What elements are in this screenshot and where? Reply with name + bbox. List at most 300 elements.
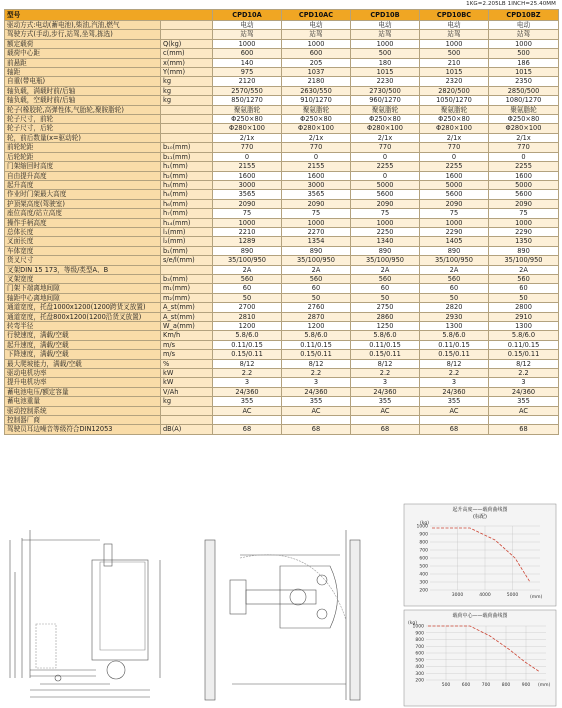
table-row [5,105,559,114]
spec-value-cell: 35/100/950 [213,256,282,265]
y-tick-label: 600 [419,556,428,562]
spec-value-cell: 500 [351,49,420,58]
table-row [5,68,559,77]
model-header: CPD10B [351,10,420,21]
spec-name-cell: 叉面长度 [5,237,161,246]
table-row [5,256,559,265]
spec-unit-cell: h₁₄(mm) [161,218,213,227]
spec-name-cell: 起升速度，满载/空载 [5,340,161,349]
table-row [5,350,559,359]
unit-conversion-note: 1KG=2.205LB 1INCH=25.40MM [466,1,556,7]
spec-name-cell: 门架下端离地间隙 [5,284,161,293]
spec-unit-cell: kW [161,369,213,378]
table-row [5,331,559,340]
spec-value-cell: 560 [489,274,559,283]
spec-value-cell: 890 [282,246,351,255]
spec-value-cell: 205 [282,58,351,67]
x-tick-label: 3000 [451,593,464,598]
spec-value-cell: 186 [489,58,559,67]
y-tick-label: 800 [415,638,424,643]
spec-value-cell: Φ280×100 [420,124,489,133]
spec-value-cell: 聚氨脂轮 [489,105,559,114]
spec-value-cell [489,416,559,425]
spec-name-cell: 轮子尺寸，后轮 [5,124,161,133]
spec-value-cell: 1600 [420,171,489,180]
spec-unit-cell: Q(kg) [161,39,213,48]
spec-value-cell: 0.15/0.11 [351,350,420,359]
spec-unit-cell [161,105,213,114]
spec-value-cell: 24/360 [420,387,489,396]
spec-name-cell: 前轮轮距 [5,143,161,152]
spec-name-cell: 下降速度，满载/空载 [5,350,161,359]
technical-drawings [0,500,562,708]
spec-value-cell: 2/1x [213,133,282,142]
spec-value-cell: 560 [420,274,489,283]
spec-value-cell: 2.2 [282,369,351,378]
spec-value-cell: 8/12 [420,359,489,368]
spec-name-cell: 驾驶员耳边噪音等级符合DIN12053 [5,425,161,434]
spec-value-cell: 60 [282,284,351,293]
spec-value-cell: Φ250×80 [489,115,559,124]
spec-name-cell: 控制器厂商 [5,416,161,425]
spec-value-cell: 站驾 [213,30,282,39]
spec-value-cell: 2750 [351,303,420,312]
spec-name-cell: 操作手柄高度 [5,218,161,227]
spec-value-cell: 1200 [282,322,351,331]
spec-value-cell: Φ280×100 [282,124,351,133]
spec-value-cell: 5.8/6.0 [213,331,282,340]
spec-value-cell: 2.2 [420,369,489,378]
spec-value-cell: 3565 [282,190,351,199]
y-tick-label: 1000 [416,524,428,530]
spec-value-cell: 1600 [489,171,559,180]
spec-value-cell: 2/1x [282,133,351,142]
spec-unit-cell: b₁(mm) [161,246,213,255]
spec-value-cell: 890 [351,246,420,255]
spec-value-cell: 2A [489,265,559,274]
y-tick-label: 900 [415,631,424,637]
spec-value-cell: 电动 [489,21,559,30]
lift-chart-x-unit: (mm) [530,595,543,600]
spec-value-cell: Φ280×100 [213,124,282,133]
table-row [5,199,559,208]
spec-value-cell: 975 [213,68,282,77]
spec-unit-cell: h₁(mm) [161,162,213,171]
table-row [5,322,559,331]
spec-name-cell: 自重(带电瓶) [5,77,161,86]
spec-value-cell: 75 [489,209,559,218]
spec-unit-cell: b₁₁(mm) [161,152,213,161]
spec-value-cell: 2700 [213,303,282,312]
y-tick-label: 300 [419,580,428,586]
spec-value-cell: 3 [351,378,420,387]
x-tick-label: 800 [501,683,511,688]
spec-value-cell: 2570/550 [213,86,282,95]
table-row [5,58,559,67]
spec-value-cell: 560 [351,274,420,283]
x-tick-label: 600 [461,683,471,688]
spec-value-cell: 75 [420,209,489,218]
spec-name-cell: 提升电机功率 [5,378,161,387]
spec-value-cell: 60 [420,284,489,293]
x-tick-label: 700 [481,683,491,688]
spec-value-cell: 35/100/950 [420,256,489,265]
spec-value-cell: 2860 [351,312,420,321]
spec-value-cell: 2.2 [351,369,420,378]
spec-value-cell: 1000 [213,39,282,48]
spec-unit-cell: l₂(mm) [161,237,213,246]
spec-value-cell: 75 [282,209,351,218]
spec-value-cell: 5000 [351,180,420,189]
spec-name-cell: 轮子(橡胶轮,高弹性体,气胎轮,聚胺脂轮) [5,105,161,114]
spec-value-cell: 770 [420,143,489,152]
spec-value-cell: 1015 [351,68,420,77]
spec-value-cell: 1000 [351,39,420,48]
spec-unit-cell: c(mm) [161,49,213,58]
spec-value-cell: 355 [282,397,351,406]
spec-value-cell: 500 [489,49,559,58]
table-row [5,30,559,39]
spec-value-cell: 1600 [213,171,282,180]
center-load-chart [404,610,556,706]
spec-unit-cell: s/e/l(mm) [161,256,213,265]
spec-value-cell: 3 [213,378,282,387]
spec-unit-cell: W_a(mm) [161,322,213,331]
spec-name-cell: 自由提升高度 [5,171,161,180]
spec-unit-cell: kg [161,77,213,86]
center-chart-title: 载荷中心——载荷曲线图 [452,613,508,619]
spec-value-cell: 1000 [420,39,489,48]
spec-value-cell: 2090 [282,199,351,208]
spec-value-cell: 8/12 [351,359,420,368]
table-row [5,21,559,30]
spec-unit-cell: kg [161,96,213,105]
spec-value-cell: 2155 [213,162,282,171]
spec-value-cell: 50 [489,293,559,302]
spec-value-cell: 600 [282,49,351,58]
table-row [5,406,559,415]
spec-unit-cell: b₁₀(mm) [161,143,213,152]
spec-value-cell: 770 [351,143,420,152]
table-row [5,265,559,274]
spec-value-cell: 0 [282,152,351,161]
spec-value-cell: 2820 [420,303,489,312]
table-row [5,162,559,171]
spec-value-cell: 1000 [213,218,282,227]
spec-value-cell: 1000 [351,218,420,227]
spec-value-cell: 8/12 [489,359,559,368]
top-view-drawing [205,530,360,700]
spec-value-cell: 5.8/6.0 [282,331,351,340]
spec-value-cell: 2120 [213,77,282,86]
spec-value-cell: 35/100/950 [489,256,559,265]
table-row [5,143,559,152]
model-header: CPD10AC [282,10,351,21]
spec-unit-cell: h₆(mm) [161,199,213,208]
spec-value-cell: 5.8/6.0 [489,331,559,340]
spec-value-cell: 75 [351,209,420,218]
spec-unit-cell: b₃(mm) [161,274,213,283]
spec-value-cell: 890 [213,246,282,255]
spec-value-cell: 180 [351,58,420,67]
spec-value-cell: 960/1270 [351,96,420,105]
spec-value-cell: 2.2 [489,369,559,378]
spec-value-cell: 2090 [213,199,282,208]
lift-chart-subtitle: (标配) [473,514,487,520]
spec-value-cell: 1000 [282,39,351,48]
spec-value-cell: 站驾 [351,30,420,39]
table-header-row [5,10,559,21]
spec-value-cell: 电动 [282,21,351,30]
spec-unit-cell: h₇(mm) [161,209,213,218]
spec-value-cell: 50 [282,293,351,302]
spec-name-cell: 最大爬坡能力，满载/空载 [5,359,161,368]
table-row [5,293,559,302]
lift-load-chart [404,504,556,606]
table-row [5,124,559,133]
spec-value-cell: 600 [213,49,282,58]
spec-unit-cell [161,406,213,415]
spec-value-cell: 3565 [213,190,282,199]
y-tick-label: 500 [419,564,428,570]
spec-value-cell: 0.11/0.15 [213,340,282,349]
spec-value-cell [351,416,420,425]
spec-value-cell: Φ250×80 [213,115,282,124]
header-model-label: 型号 [5,10,213,21]
y-tick-label: 800 [419,540,428,546]
spec-value-cell: 1015 [420,68,489,77]
spec-value-cell: 站驾 [282,30,351,39]
spec-name-cell: 前悬距 [5,58,161,67]
spec-unit-cell: dB(A) [161,425,213,434]
spec-name-cell: 通道宽度，托盘800x1200(1200沿货叉放置) [5,312,161,321]
spec-name-cell: 蓄电池电压/额定容量 [5,387,161,396]
spec-unit-cell: kg [161,397,213,406]
spec-value-cell: 0.11/0.15 [351,340,420,349]
model-header: CPD10BZ [489,10,559,21]
lift-chart-title: 起升高度——载荷曲线图 [452,507,508,513]
table-row [5,378,559,387]
spec-name-cell: 轮子尺寸，前轮 [5,115,161,124]
spec-value-cell: 2090 [489,199,559,208]
spec-value-cell: 910/1270 [282,96,351,105]
spec-name-cell: 额定载荷 [5,39,161,48]
lift-chart-y-unit: (kg) [420,521,429,526]
spec-value-cell: 2850/500 [489,86,559,95]
spec-table [4,9,559,435]
spec-value-cell: 电动 [351,21,420,30]
spec-value-cell: AC [489,406,559,415]
spec-name-cell: 蓄电池重量 [5,397,161,406]
spec-value-cell: 1300 [489,322,559,331]
spec-value-cell: 2/1x [420,133,489,142]
spec-name-cell: 转弯半径 [5,322,161,331]
spec-value-cell: 2230 [351,77,420,86]
spec-value-cell: 2180 [282,77,351,86]
spec-name-cell: 作业时门架最大高度 [5,190,161,199]
spec-unit-cell [161,124,213,133]
model-header: CPD10A [213,10,282,21]
spec-value-cell: 2320 [420,77,489,86]
table-row [5,227,559,236]
table-row [5,171,559,180]
spec-unit-cell: m/s [161,340,213,349]
spec-value-cell: 2630/550 [282,86,351,95]
spec-value-cell: 560 [282,274,351,283]
spec-value-cell: 2810 [213,312,282,321]
table-row [5,369,559,378]
spec-value-cell: 2290 [489,227,559,236]
table-row [5,246,559,255]
spec-value-cell: 68 [282,425,351,434]
spec-value-cell: 5600 [351,190,420,199]
spec-value-cell: 35/100/950 [351,256,420,265]
spec-name-cell: 叉架宽度 [5,274,161,283]
spec-value-cell: 2/1x [489,133,559,142]
spec-name-cell: 行驶速度，满载/空载 [5,331,161,340]
y-tick-label: 500 [415,658,424,664]
y-tick-label: 400 [415,665,424,670]
spec-value-cell: 355 [213,397,282,406]
spec-value-cell: 1037 [282,68,351,77]
spec-value-cell: Φ250×80 [420,115,489,124]
spec-value-cell: 560 [213,274,282,283]
center-chart-y-unit: (kg) [408,621,417,626]
center-chart-x-unit: (mm) [538,683,551,688]
spec-value-cell: 24/360 [351,387,420,396]
spec-name-cell: 轴距 [5,68,161,77]
spec-value-cell: Φ250×80 [351,115,420,124]
spec-value-cell: 1354 [282,237,351,246]
table-row [5,77,559,86]
side-view-drawing [10,530,160,697]
spec-value-cell: 5000 [420,180,489,189]
spec-unit-cell: Y(mm) [161,68,213,77]
spec-name-cell: 载荷中心距 [5,49,161,58]
spec-value-cell: 0.11/0.15 [282,340,351,349]
spec-value-cell: 1340 [351,237,420,246]
table-row [5,284,559,293]
spec-value-cell: 24/360 [489,387,559,396]
table-row [5,218,559,227]
spec-value-cell: 1300 [420,322,489,331]
spec-name-cell: 总体长度 [5,227,161,236]
spec-value-cell: AC [213,406,282,415]
x-tick-label: 4000 [479,593,491,598]
spec-name-cell: 门架缩回时高度 [5,162,161,171]
spec-name-cell: 车体宽度 [5,246,161,255]
spec-value-cell: 0.11/0.15 [489,340,559,349]
spec-value-cell: 1080/1270 [489,96,559,105]
table-row [5,359,559,368]
spec-unit-cell [161,416,213,425]
spec-value-cell: 770 [282,143,351,152]
spec-name-cell: 后轮轮距 [5,152,161,161]
y-tick-label: 600 [415,651,424,657]
spec-value-cell: Φ280×100 [489,124,559,133]
spec-unit-cell: m₂(mm) [161,293,213,302]
spec-value-cell: 850/1270 [213,96,282,105]
spec-name-cell: 驱动电机功率 [5,369,161,378]
spec-unit-cell: kg [161,86,213,95]
spec-value-cell: 聚氨脂轮 [282,105,351,114]
spec-value-cell: 50 [351,293,420,302]
spec-name-cell: 驾驶方式(手动,步行,站驾,坐驾,拣选) [5,30,161,39]
spec-name-cell: 叉架DIN 15 173，等级/类型A、B [5,265,161,274]
spec-name-cell: 护顶架高度(驾驶室) [5,199,161,208]
spec-value-cell: 站驾 [489,30,559,39]
spec-value-cell: 3 [420,378,489,387]
table-row [5,86,559,95]
table-row [5,425,559,434]
spec-value-cell: 0.11/0.15 [420,340,489,349]
spec-unit-cell [161,133,213,142]
spec-value-cell: 60 [489,284,559,293]
spec-value-cell: 68 [489,425,559,434]
spec-value-cell: 0.15/0.11 [420,350,489,359]
table-row [5,397,559,406]
spec-value-cell: 1405 [420,237,489,246]
spec-value-cell: 5600 [489,190,559,199]
table-row [5,190,559,199]
y-tick-label: 700 [415,644,424,650]
spec-value-cell: 电动 [420,21,489,30]
table-row [5,96,559,105]
spec-name-cell: 轴负载，满载时前/后轴 [5,86,161,95]
spec-value-cell: 355 [351,397,420,406]
spec-value-cell: 2/1x [351,133,420,142]
spec-value-cell: 5.8/6.0 [351,331,420,340]
spec-name-cell: 座位高度/站立高度 [5,209,161,218]
spec-unit-cell: x(mm) [161,58,213,67]
spec-value-cell: 2760 [282,303,351,312]
spec-value-cell: 1000 [420,218,489,227]
spec-value-cell: 聚氨脂轮 [213,105,282,114]
spec-value-cell: 聚氨脂轮 [351,105,420,114]
spec-value-cell: 2270 [282,227,351,236]
table-row [5,152,559,161]
x-tick-label: 900 [521,683,531,688]
spec-value-cell: 50 [213,293,282,302]
spec-value-cell: 聚氨脂轮 [420,105,489,114]
spec-value-cell: 890 [420,246,489,255]
spec-value-cell: 2820/500 [420,86,489,95]
y-tick-label: 900 [419,532,428,538]
spec-value-cell: 60 [351,284,420,293]
y-tick-label: 1000 [412,624,424,630]
spec-value-cell: 8/12 [282,359,351,368]
spec-value-cell: AC [351,406,420,415]
spec-value-cell: 68 [213,425,282,434]
spec-value-cell: 2A [213,265,282,274]
spec-value-cell: 2210 [213,227,282,236]
spec-name-cell: 轴负载，空载时前/后轴 [5,96,161,105]
spec-value-cell: 0 [351,152,420,161]
spec-value-cell: 0 [420,152,489,161]
spec-value-cell: 2255 [489,162,559,171]
spec-value-cell: 500 [420,49,489,58]
spec-value-cell: 1000 [489,218,559,227]
spec-value-cell: 2255 [420,162,489,171]
spec-unit-cell [161,265,213,274]
x-tick-label: 5000 [506,593,519,598]
spec-value-cell: 8/12 [213,359,282,368]
spec-value-cell: 2090 [351,199,420,208]
spec-value-cell: 2090 [420,199,489,208]
spec-value-cell: 1250 [351,322,420,331]
spec-value-cell: 1000 [282,218,351,227]
spec-value-cell [282,416,351,425]
